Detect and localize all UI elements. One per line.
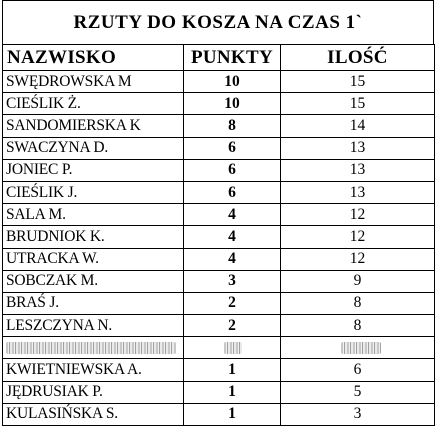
cell-name: LESZCZYNA N. — [3, 315, 184, 337]
cell-points: 8 — [184, 115, 281, 137]
cell-name: JĘDRUSIAK P. — [3, 381, 184, 403]
cell-name: CIEŚLIK Ż. — [3, 93, 184, 115]
results-sheet — [2, 0, 434, 424]
cell-name: SWACZYNA D. — [3, 137, 184, 159]
cell-name: SALA M. — [3, 204, 184, 226]
cell-name: CIEŚLIK J. — [3, 181, 184, 203]
table-row — [3, 93, 435, 115]
cell-name: SOBCZAK M. — [3, 270, 184, 292]
cell-points: 6 — [184, 137, 281, 159]
table-row — [3, 159, 435, 181]
table-row — [3, 381, 435, 403]
redaction-blur — [341, 342, 381, 354]
table-row — [3, 248, 435, 270]
redacted-count-cell — [281, 337, 435, 359]
sheet-title: RZUTY DO KOSZA NA CZAS 1` — [2, 0, 434, 44]
header-row — [3, 45, 435, 71]
cell-points: 1 — [184, 403, 281, 425]
cell-points: 4 — [184, 248, 281, 270]
cell-count: 15 — [281, 93, 435, 115]
cell-count: 13 — [281, 159, 435, 181]
table-row — [3, 270, 435, 292]
cell-name: KULASIŃSKA S. — [3, 403, 184, 425]
redacted-name-cell — [3, 337, 184, 359]
cell-count: 15 — [281, 71, 435, 93]
cell-points: 1 — [184, 381, 281, 403]
cell-points: 2 — [184, 292, 281, 314]
cell-count: 14 — [281, 115, 435, 137]
cell-points: 2 — [184, 315, 281, 337]
table-row — [3, 403, 435, 425]
cell-name: SWĘDROWSKA M — [3, 71, 184, 93]
cell-name: KWIETNIEWSKA A. — [3, 359, 184, 381]
cell-count: 8 — [281, 292, 435, 314]
cell-points: 6 — [184, 159, 281, 181]
table-row — [3, 181, 435, 203]
cell-name: UTRACKA W. — [3, 248, 184, 270]
table-row — [3, 226, 435, 248]
column-header-points: PUNKTY — [184, 45, 281, 71]
cell-points: 1 — [184, 359, 281, 381]
cell-name: BRUDNIOK K. — [3, 226, 184, 248]
table-row — [3, 315, 435, 337]
cell-points: 6 — [184, 181, 281, 203]
cell-points: 3 — [184, 270, 281, 292]
cell-name: JONIEC P. — [3, 159, 184, 181]
cell-count: 13 — [281, 137, 435, 159]
cell-name: SANDOMIERSKA K — [3, 115, 184, 137]
table-row — [3, 359, 435, 381]
cell-count: 13 — [281, 181, 435, 203]
cell-count: 12 — [281, 204, 435, 226]
redaction-blur — [224, 342, 242, 354]
column-header-count: ILOŚĆ — [281, 45, 435, 71]
cell-count: 5 — [281, 381, 435, 403]
redacted-points-cell — [184, 337, 281, 359]
cell-count: 3 — [281, 403, 435, 425]
cell-count: 8 — [281, 315, 435, 337]
table-row — [3, 71, 435, 93]
table-row — [3, 292, 435, 314]
results-table — [2, 44, 435, 426]
redacted-row — [3, 337, 435, 359]
cell-count: 12 — [281, 226, 435, 248]
table-row — [3, 204, 435, 226]
cell-points: 4 — [184, 226, 281, 248]
redaction-blur — [6, 342, 176, 354]
column-header-name: NAZWISKO — [3, 45, 184, 71]
table-row — [3, 137, 435, 159]
cell-count: 12 — [281, 248, 435, 270]
cell-count: 6 — [281, 359, 435, 381]
cell-points: 10 — [184, 71, 281, 93]
table-row — [3, 115, 435, 137]
cell-points: 4 — [184, 204, 281, 226]
cell-name: BRAŚ J. — [3, 292, 184, 314]
cell-points: 10 — [184, 93, 281, 115]
cell-count: 9 — [281, 270, 435, 292]
